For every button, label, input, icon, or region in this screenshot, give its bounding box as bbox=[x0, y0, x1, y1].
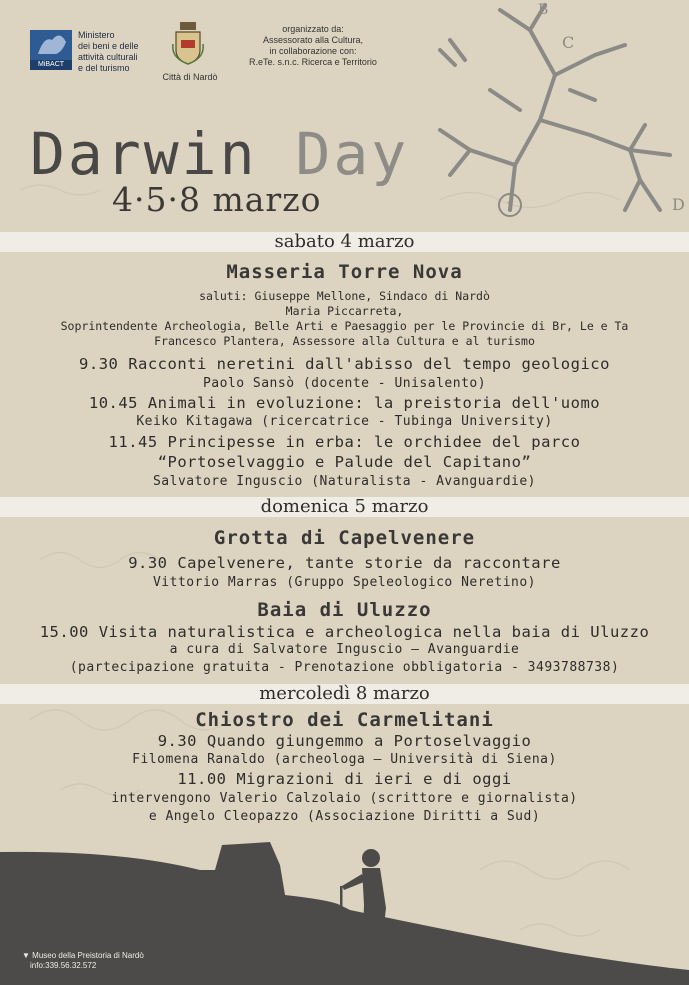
organizer-line: R.eTe. s.n.c. Ricerca e Territorio bbox=[249, 57, 377, 67]
mibact-logo-text: MiBACT bbox=[30, 60, 72, 70]
talk-title: 10.45 Animali in evoluzione: la preistoria dell'uomo bbox=[88, 394, 601, 412]
talk-title-2: “Portoselvaggio e Palude del Capitano” bbox=[157, 453, 532, 471]
talk-title: 9.30 Capelvenere, tante storie da raccontare bbox=[128, 554, 561, 572]
ministry-line: Ministero bbox=[78, 30, 115, 40]
museum-contact: info:339.56.32.572 bbox=[30, 961, 97, 970]
talk-title: 11.45 Principesse in erba: le orchidee del parco bbox=[108, 433, 581, 451]
mibact-logo bbox=[30, 30, 72, 70]
talk-title: 11.00 Migrazioni di ieri e di oggi bbox=[177, 770, 512, 788]
organizer-line: organizzato da: bbox=[282, 24, 344, 34]
talk-title: 9.30 Racconti neretini dall'abisso del tempo geologico bbox=[79, 355, 610, 373]
talk-speaker: Salvatore Inguscio (Naturalista - Avanguardie) bbox=[152, 474, 537, 489]
tree-number: 1 bbox=[506, 199, 514, 213]
footer-museum bbox=[22, 951, 144, 971]
greeting-line: Francesco Plantera, Assessore alla Cultura e al turismo bbox=[154, 334, 535, 348]
venue-title: Chiostro dei Carmelitani bbox=[195, 709, 494, 731]
organizer-block bbox=[238, 24, 388, 68]
mibact-emblem-icon bbox=[30, 30, 72, 60]
museum-icon: ▼ bbox=[22, 951, 30, 960]
ministry-line: attività culturali bbox=[78, 52, 138, 62]
greeting-line: Soprintendente Archeologia, Belle Arti e Paesaggio per le Provincie di Br, Le e Ta bbox=[60, 319, 629, 333]
title-day: Day bbox=[295, 120, 410, 188]
talk-title: 15.00 Visita naturalistica e archeologica nella baia di Uluzzo bbox=[39, 623, 650, 641]
ministry-line: e del turismo bbox=[78, 63, 130, 73]
page-title bbox=[30, 120, 409, 188]
booking-note: (partecipazione gratuita - Prenotazione obbligatoria - 3493788738) bbox=[69, 660, 620, 675]
talk-speaker: Filomena Ranaldo (archeologa – Università di Siena) bbox=[132, 752, 557, 767]
ministry-line: dei beni e delle bbox=[78, 41, 139, 51]
organizer-line: in collaborazione con: bbox=[269, 46, 357, 56]
talk-speaker: Keiko Kitagawa (ricercatrice - Tubinga University) bbox=[136, 414, 553, 429]
venue-title: Masseria Torre Nova bbox=[226, 261, 463, 283]
day-label: domenica 5 marzo bbox=[260, 496, 429, 517]
day-label: mercoledì 8 marzo bbox=[259, 683, 430, 704]
talk-speaker: intervengono Valerio Calzolaio (scrittore e giornalista) bbox=[111, 791, 578, 806]
greeting-line: saluti: Giuseppe Mellone, Sindaco di Nardò bbox=[199, 289, 490, 303]
title-darwin: Darwin bbox=[30, 120, 258, 188]
talk-title: 9.30 Quando giungemmo a Portoselvaggio bbox=[157, 732, 532, 750]
tree-letter: C bbox=[562, 33, 575, 52]
organizer-line: Assessorato alla Cultura, bbox=[262, 35, 364, 45]
darwin-tree-sketch bbox=[420, 0, 689, 230]
talk-speaker: a cura di Salvatore Inguscio – Avanguardie bbox=[169, 642, 520, 657]
ministry-name bbox=[78, 30, 139, 74]
venue-title: Baia di Uluzzo bbox=[257, 599, 432, 621]
day-label: sabato 4 marzo bbox=[274, 231, 415, 252]
tree-letter: D bbox=[672, 195, 685, 214]
event-dates: 4·5·8 marzo bbox=[112, 180, 322, 219]
city-name: Città di Nardò bbox=[162, 72, 218, 82]
tree-letter: B bbox=[538, 2, 549, 18]
talk-speaker-2: e Angelo Cleopazzo (Associazione Diritti a Sud) bbox=[148, 809, 541, 824]
talk-speaker: Paolo Sansò (docente - Unisalento) bbox=[202, 376, 487, 391]
talk-speaker: Vittorio Marras (Gruppo Speleologico Neretino) bbox=[152, 575, 537, 590]
museum-name: Museo della Preistoria di Nardò bbox=[32, 951, 144, 960]
city-crest-icon bbox=[172, 22, 204, 66]
venue-title: Grotta di Capelvenere bbox=[213, 527, 476, 549]
greeting-line: Maria Piccarreta, bbox=[285, 304, 404, 318]
